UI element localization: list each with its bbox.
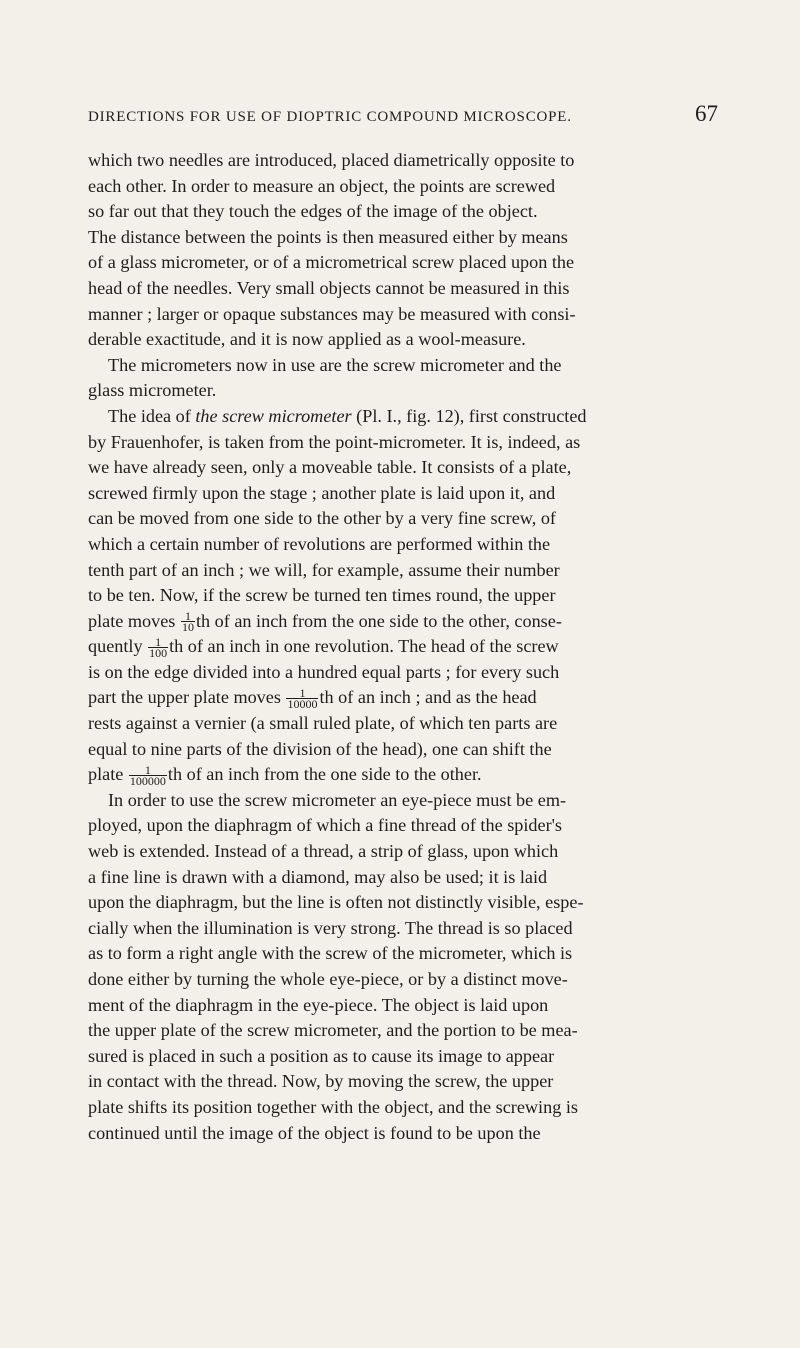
text-line	[88, 634, 710, 660]
fraction-numerator: 1	[129, 765, 167, 776]
text-line	[88, 404, 710, 430]
text-line: plate shifts its position together with the object, and the screwing is	[88, 1096, 578, 1117]
page-header	[88, 101, 718, 131]
fraction-numerator: 1	[286, 688, 318, 699]
text-line: by Frauenhofer, is taken from the point-micrometer. It is, indeed, as	[88, 431, 581, 452]
text-run: th of an inch ; and as the head	[319, 687, 537, 708]
text-line: which a certain number of revolutions are performed within the	[88, 533, 551, 554]
fraction-one-hundredth	[148, 634, 168, 660]
text-run: The idea of	[108, 405, 196, 426]
text-run: (Pl. I., fig. 12), first constructed	[351, 405, 587, 426]
text-run: th of an inch from the one side to the other.	[167, 764, 482, 785]
text-line	[88, 762, 710, 788]
text-line	[88, 685, 710, 711]
text-line: is on the edge divided into a hundred equal parts ; for every such	[88, 661, 560, 682]
text-line: tenth part of an inch ; we will, for example, assume their number	[88, 559, 560, 580]
text-line: can be moved from one side to the other by a very fine screw, of	[88, 508, 556, 529]
text-line: head of the needles. Very small objects cannot be measured in this	[88, 277, 570, 298]
text-line: In order to use the screw micrometer an eye-piece must be em-	[108, 789, 567, 810]
text-run: quently	[88, 636, 148, 657]
fraction-one-tenth	[181, 609, 195, 635]
fraction-numerator: 1	[148, 637, 168, 648]
paragraph-1	[88, 148, 710, 353]
text-run: plate	[88, 764, 128, 785]
text-line: sured is placed in such a position as to cause its image to appear	[88, 1045, 555, 1066]
text-line: so far out that they touch the edges of the image of the object.	[88, 201, 538, 222]
text-line: rests against a vernier (a small ruled plate, of which ten parts are	[88, 713, 558, 734]
fraction-denominator: 10	[181, 620, 194, 635]
text-line: the upper plate of the screw micrometer, and the portion to be mea-	[88, 1020, 578, 1041]
text-run: th of an inch from the one side to the other, conse-	[195, 610, 562, 631]
page-number: 67	[695, 101, 718, 126]
fraction-one-ten-thousandth	[286, 685, 318, 711]
text-line: The micrometers now in use are the screw micrometer and the	[108, 354, 562, 375]
text-line: as to form a right angle with the screw of the micrometer, which is	[88, 943, 573, 964]
text-line: ment of the diaphragm in the eye-piece. The object is laid upon	[88, 994, 549, 1015]
text-line: cially when the illumination is very strong. The thread is so placed	[88, 917, 573, 938]
text-line: to be ten. Now, if the screw be turned ten times round, the upper	[88, 585, 556, 606]
text-line: glass micrometer.	[88, 380, 217, 401]
text-line: web is extended. Instead of a thread, a strip of glass, upon which	[88, 841, 559, 862]
page-body	[88, 148, 710, 1146]
text-line: manner ; larger or opaque substances may be measured with consi-	[88, 303, 576, 324]
running-head: DIRECTIONS FOR USE OF DIOPTRIC COMPOUND MICROSCOPE.	[88, 109, 572, 125]
text-run: part the upper plate moves	[88, 687, 286, 708]
text-line: The distance between the points is then measured either by means	[88, 226, 568, 247]
text-line: in contact with the thread. Now, by moving the screw, the upper	[88, 1071, 554, 1092]
text-line: a fine line is drawn with a diamond, may also be used; it is laid	[88, 866, 548, 887]
text-line: done either by turning the whole eye-piece, or by a distinct move-	[88, 969, 568, 989]
text-run: plate moves	[88, 610, 180, 631]
paragraph-4	[88, 788, 710, 1146]
text-line: ployed, upon the diaphragm of which a fine thread of the spider's	[88, 815, 562, 836]
text-line: screwed firmly upon the stage ; another plate is laid upon it, and	[88, 482, 556, 503]
text-line: derable exactitude, and it is now applied as a wool-measure.	[88, 329, 526, 350]
text-line: which two needles are introduced, placed diametrically opposite to	[88, 150, 575, 170]
paragraph-2	[88, 353, 710, 404]
text-line: of a glass micrometer, or of a micrometrical screw placed upon the	[88, 252, 575, 273]
text-line: continued until the image of the object is found to be upon the	[88, 1122, 541, 1143]
fraction-denominator: 100	[149, 645, 168, 660]
text-line: upon the diaphragm, but the line is often not distinctly visible, espe-	[88, 892, 584, 913]
fraction-one-hundred-thousandth	[129, 762, 167, 788]
screw-micrometer-term: the screw micrometer	[195, 405, 352, 426]
text-run: th of an inch in one revolution. The head of the screw	[169, 636, 559, 657]
fraction-denominator: 100000	[129, 773, 166, 788]
paragraph-3	[88, 404, 710, 788]
text-line: we have already seen, only a moveable table. It consists of a plate,	[88, 457, 572, 478]
text-line	[88, 609, 710, 635]
text-line: equal to nine parts of the division of the head), one can shift the	[88, 738, 552, 759]
text-line: each other. In order to measure an object, the points are screwed	[88, 175, 556, 196]
fraction-numerator: 1	[181, 611, 195, 622]
fraction-denominator: 10000	[287, 696, 318, 711]
